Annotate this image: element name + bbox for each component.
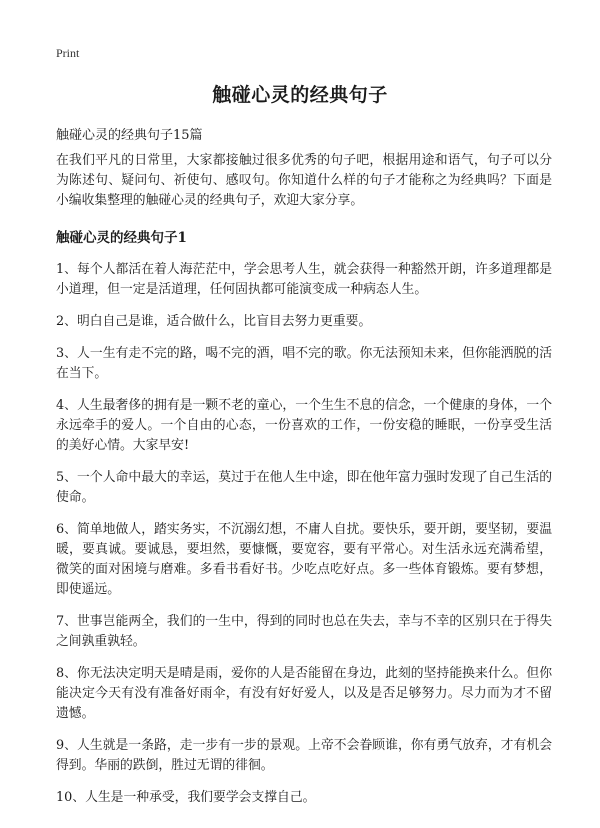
list-item: 6、简单地做人，踏实务实，不沉溺幻想，不庸人自扰。要快乐，要开朗，要坚韧，要温暖，要真诚。要诚恳，要坦然，要慷慨，要宽容，要有平常心。对生活永远充满希望，微笑的面对困境与磨难。多看书看好书。少吃点吃好点。多一些体育锻炼。要有梦想，即使遥远。 [56, 522, 552, 597]
list-item: 4、人生最奢侈的拥有是一颗不老的童心，一个生生不息的信念，一个健康的身体，一个永远牵手的爱人。一个自由的心态，一份喜欢的工作，一份安稳的睡眠，一份享受生活的美好心情。大家早安! [56, 398, 552, 453]
section-heading: 触碰心灵的经典句子1 [56, 230, 187, 246]
list-item: 3、人一生有走不完的路，喝不完的酒，唱不完的歌。你无法预知未来，但你能洒脱的活在当下。 [56, 346, 552, 381]
page-title: 触碰心灵的经典句子 [212, 84, 388, 106]
intro-paragraph: 在我们平凡的日常里，大家都接触过很多优秀的句子吧，根据用途和语气，句子可以分为陈述句、疑问句、祈使句、感叹句。你知道什么样的句子才能称之为经典吗？下面是小编收集整理的触碰心灵的经典句子，欢迎大家分享。 [56, 153, 552, 208]
document-body [56, 151, 552, 820]
list-item: 5、一个人命中最大的幸运，莫过于在他人生中途，即在他年富力强时发现了自己生活的使命。 [56, 470, 552, 505]
list-item: 7、世事岂能两全，我们的一生中，得到的同时也总在失去，幸与不幸的区别只在于得失之间孰重孰轻。 [56, 614, 552, 649]
list-item: 1、每个人都活在着人海茫茫中，学会思考人生，就会获得一种豁然开朗，许多道理都是小道理，但一定是活道理，任何固执都可能演变成一种病态人生。 [56, 262, 552, 297]
list-item: 8、你无法决定明天是晴是雨，爱你的人是否能留在身边，此刻的坚持能换来什么。但你能决定今天有没有准备好雨伞，有没有好好爱人，以及是否足够努力。尽力而为才不留遗憾。 [56, 666, 552, 721]
list-item: 9、人生就是一条路，走一步有一步的景观。上帝不会眷顾谁，你有勇气放弃，才有机会得到。华丽的跌倒，胜过无谓的徘徊。 [56, 738, 552, 773]
list-item: 2、明白自己是谁，适合做什么，比盲目去努力更重要。 [56, 314, 372, 329]
list-item: 10、人生是一种承受，我们要学会支撑自己。 [56, 790, 316, 805]
document-subtitle: 触碰心灵的经典句子15篇 [56, 128, 203, 143]
print-link[interactable]: Print [56, 46, 80, 60]
